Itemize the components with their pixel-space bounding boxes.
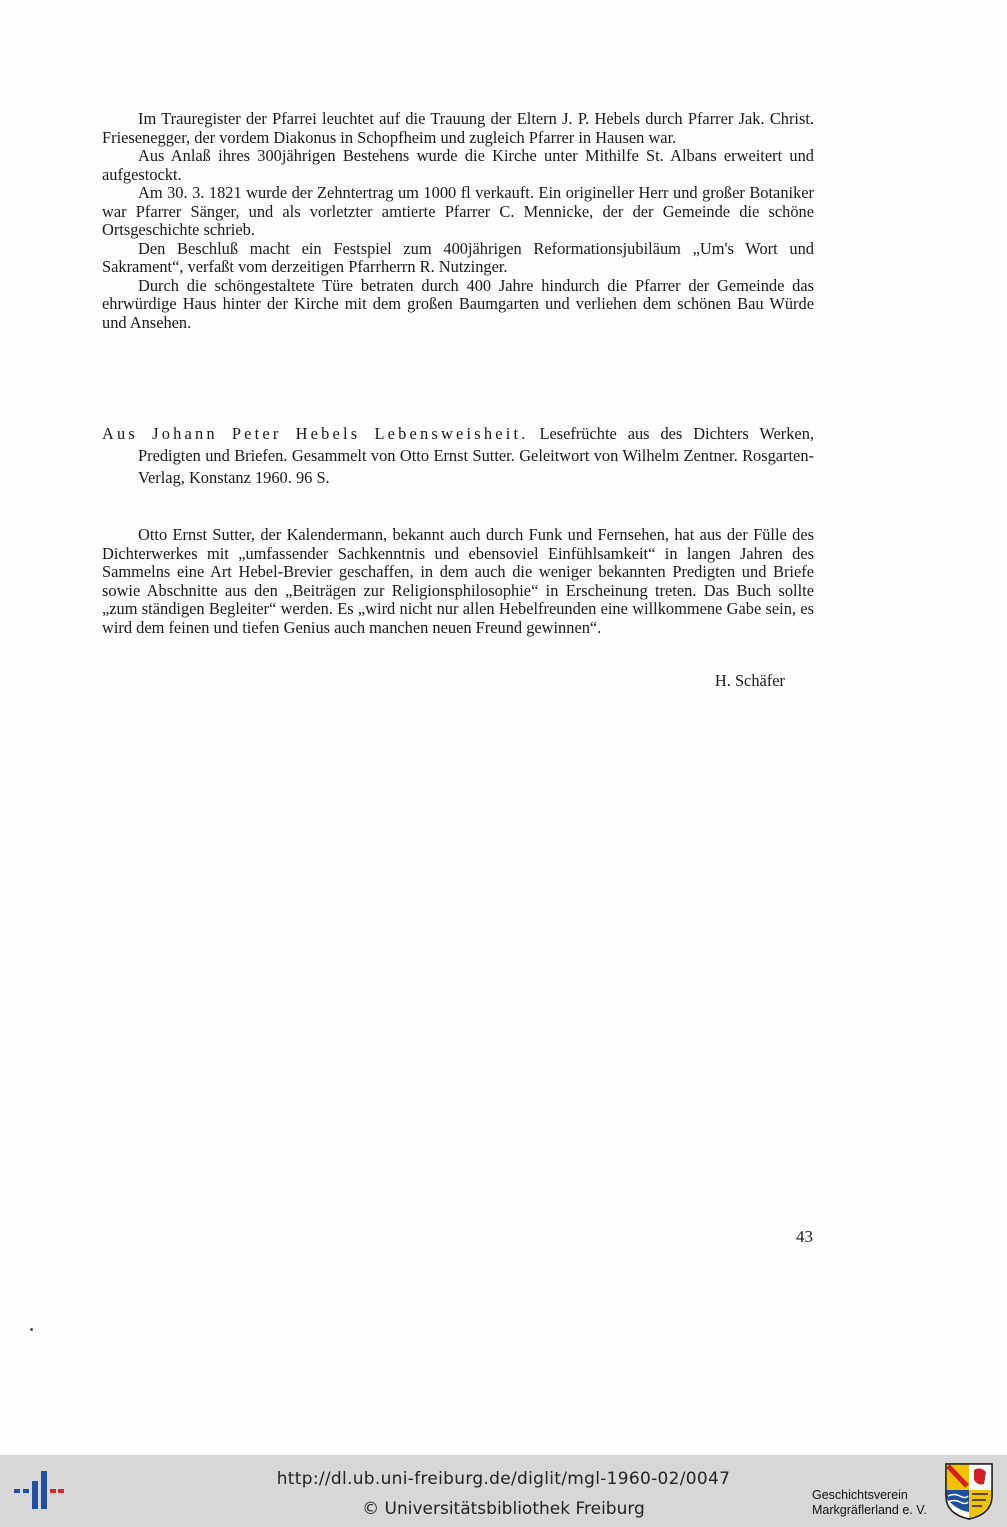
document-url-link[interactable]: http://dl.ub.uni-freiburg.de/diglit/mgl-1960-02/0047: [276, 1469, 731, 1489]
coat-of-arms-icon: [944, 1462, 994, 1520]
book-citation: [102, 423, 814, 489]
footer-bar: [0, 1455, 1007, 1527]
paragraph: Im Trauregister der Pfarrei leuchtet auf die Trauung der Eltern J. P. Hebels durch Pfarrer Jak. Christ. Friesenegger, der vordem Diakonus in Schopfheim und zugleich Pfarrer in Hausen war.: [102, 109, 814, 147]
paragraph: Durch die schöngestaltete Türe betraten durch 400 Jahre hindurch die Pfarrer der Gemeinde das ehrwürdige Haus hinter der Kirche mit dem großen Baumgarten und verliehen dem schönen Bau Würde und Ansehen.: [102, 275, 814, 332]
paragraph: Am 30. 3. 1821 wurde der Zehntertrag um 1000 fl verkauft. Ein origineller Herr und großer Botaniker war Pfarrer Sänger, und als vorletzter amtierte Pfarrer C. Mennicke, der der Gemeinde die schöne Ortsgeschichte schrieb.: [102, 183, 814, 239]
society-line: Markgräflerland e. V.: [812, 1503, 927, 1517]
review-paragraph: Otto Ernst Sutter, der Kalendermann, bekannt auch durch Funk und Fernsehen, hat aus der Fülle des Dichterwerkes mit „umfassender Sachkenntnis und ebensoviel Einfühlsamkeit“ in langen Jahren des Sammelns eine Art Hebel-Brevier geschaffen, in dem auch die weniger bekannten Predigten und Briefe sowie Abschnitte aus den „Beiträgen zur Religionsphilosophie“ in Erscheinung treten. Das Buch sollte „zum ständigen Begleiter“ werden. Es „wird nicht nur allen Hebelfreunden eine willkommene Gabe sein, es wird dem feinen und tiefen Genius auch manchen neuen Freund gewinnen“.: [102, 525, 814, 637]
review-text: [102, 526, 814, 637]
copyright-notice: © Universitätsbibliothek Freiburg: [362, 1499, 645, 1519]
book-title: Aus Johann Peter Hebels Lebensweisheit.: [102, 424, 529, 443]
paragraph: Aus Anlaß ihres 300jährigen Bestehens wurde die Kirche unter Mithilfe St. Albans erweitert und aufgestockt.: [102, 146, 814, 184]
society-name: [812, 1488, 927, 1518]
scan-speck: [30, 1328, 33, 1331]
book-details: Lesefrüchte aus des Dichters Werken, Predigten und Briefen. Gesammelt von Otto Ernst Sutter. Geleitwort von Wilhelm Zentner. Rosgarten-Verlag, Konstanz 1960. 96 S.: [138, 424, 814, 487]
society-line: Geschichtsverein: [812, 1488, 908, 1502]
page-number: 43: [796, 1227, 813, 1246]
paragraph: Den Beschluß macht ein Festspiel zum 400jährigen Reformationsjubiläum „Um's Wort und Sakrament“, verfaßt vom derzeitigen Pfarrherrn R. Nutzinger.: [102, 238, 814, 276]
article-text: [102, 110, 814, 332]
review-author: H. Schäfer: [714, 671, 785, 690]
